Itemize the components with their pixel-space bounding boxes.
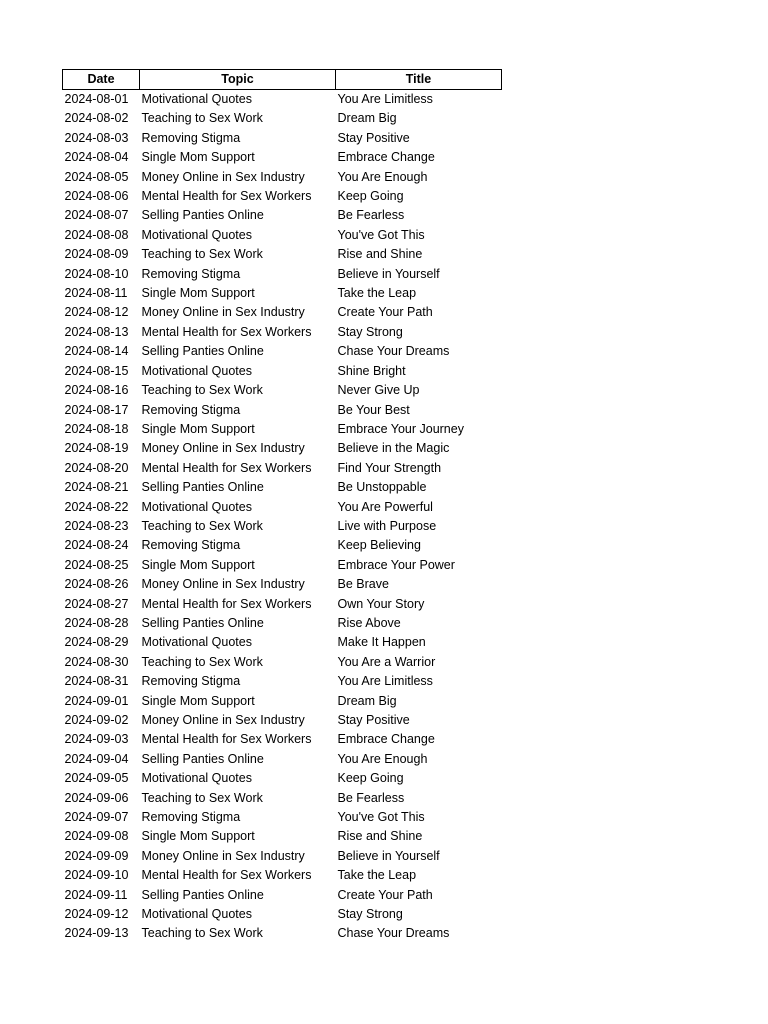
cell-title: Stay Positive	[337, 713, 410, 727]
cell-title: Never Give Up	[337, 383, 420, 398]
cell-topic: Teaching to Sex Work	[141, 790, 263, 805]
cell-date: 2024-08-13	[64, 324, 129, 339]
cell-date: 2024-08-01	[64, 92, 129, 106]
cell-date: 2024-09-10	[64, 868, 129, 883]
cell-title: Embrace Your Journey	[337, 421, 464, 436]
table-row	[63, 148, 502, 167]
table-row	[63, 730, 502, 749]
cell-title: Be Fearless	[337, 790, 405, 805]
cell-title: You Are Powerful	[337, 499, 433, 514]
table-row	[63, 808, 502, 827]
table-row	[63, 109, 502, 128]
cell-topic: Money Online in Sex Industry	[141, 441, 305, 456]
cell-topic: Selling Panties Online	[141, 615, 264, 630]
table-row	[63, 226, 502, 245]
cell-title: Live with Purpose	[337, 518, 437, 533]
cell-title: Stay Strong	[337, 324, 403, 339]
cell-title: You Are Limitless	[337, 92, 433, 106]
cell-date: 2024-08-26	[64, 577, 129, 592]
cell-topic: Removing Stigma	[141, 538, 241, 553]
cell-date: 2024-08-24	[64, 538, 129, 553]
cell-title: You Are Enough	[337, 751, 428, 766]
cell-topic: Teaching to Sex Work	[141, 518, 263, 533]
cell-topic: Selling Panties Online	[141, 751, 264, 766]
cell-date: 2024-08-22	[64, 499, 129, 514]
cell-title: Chase Your Dreams	[337, 926, 450, 941]
table-row	[63, 672, 502, 691]
cell-topic: Motivational Quotes	[141, 92, 252, 106]
cell-title: Rise and Shine	[337, 829, 423, 844]
cell-topic: Motivational Quotes	[141, 227, 252, 242]
table-row	[63, 90, 502, 110]
cell-date: 2024-08-15	[64, 363, 129, 378]
cell-title: Find Your Strength	[337, 460, 442, 475]
cell-topic: Mental Health for Sex Workers	[141, 732, 312, 747]
cell-topic: Selling Panties Online	[141, 480, 264, 495]
cell-date: 2024-09-07	[64, 810, 129, 825]
cell-topic: Motivational Quotes	[141, 499, 252, 514]
cell-topic: Single Mom Support	[141, 421, 255, 436]
cell-date: 2024-08-29	[64, 635, 129, 650]
table-row	[63, 711, 502, 730]
cell-topic: Motivational Quotes	[141, 363, 252, 378]
cell-topic: Teaching to Sex Work	[141, 111, 263, 126]
cell-date: 2024-08-10	[64, 266, 129, 281]
cell-topic: Removing Stigma	[141, 402, 241, 417]
cell-topic: Teaching to Sex Work	[141, 383, 263, 398]
cell-date: 2024-09-01	[64, 693, 129, 708]
cell-date: 2024-08-03	[64, 130, 129, 145]
cell-title: Keep Believing	[337, 538, 421, 553]
cell-title: Rise Above	[337, 615, 401, 630]
cell-title: Believe in Yourself	[337, 848, 440, 863]
cell-topic: Mental Health for Sex Workers	[141, 189, 312, 204]
cell-topic: Single Mom Support	[141, 693, 255, 708]
table-row	[63, 905, 502, 924]
cell-title: Believe in the Magic	[337, 441, 450, 456]
table-row	[63, 323, 502, 342]
cell-title: Shine Bright	[337, 363, 406, 378]
table-row	[63, 556, 502, 575]
cell-title: Be Your Best	[337, 402, 410, 417]
cell-topic: Single Mom Support	[141, 150, 255, 165]
cell-date: 2024-08-12	[64, 305, 129, 320]
header-topic: Topic	[140, 70, 336, 90]
cell-date: 2024-09-09	[64, 848, 129, 863]
header-row	[63, 70, 502, 90]
table-row	[63, 633, 502, 652]
table-row	[63, 498, 502, 517]
table-row	[63, 769, 502, 788]
cell-topic: Removing Stigma	[141, 130, 241, 145]
cell-topic: Single Mom Support	[141, 286, 255, 301]
table-row	[63, 886, 502, 905]
cell-title: Rise and Shine	[337, 247, 423, 262]
cell-topic: Removing Stigma	[141, 674, 241, 689]
cell-title: Create Your Path	[337, 305, 433, 320]
cell-date: 2024-08-18	[64, 421, 129, 436]
cell-date: 2024-08-28	[64, 615, 129, 630]
cell-title: You Are a Warrior	[337, 654, 436, 669]
table-row	[63, 206, 502, 225]
cell-topic: Money Online in Sex Industry	[141, 848, 305, 863]
cell-date: 2024-08-27	[64, 596, 129, 611]
cell-date: 2024-08-20	[64, 460, 129, 475]
cell-title: Make It Happen	[337, 635, 426, 650]
cell-topic: Selling Panties Online	[141, 208, 264, 223]
table-row	[63, 847, 502, 866]
cell-topic: Money Online in Sex Industry	[141, 713, 305, 727]
table-row	[63, 478, 502, 497]
table-row	[63, 303, 502, 322]
cell-title: You Are Limitless	[337, 674, 433, 689]
cell-topic: Mental Health for Sex Workers	[141, 868, 312, 883]
cell-topic: Money Online in Sex Industry	[141, 305, 305, 320]
table-row	[63, 750, 502, 769]
cell-topic: Selling Panties Online	[141, 887, 264, 902]
table-row	[63, 168, 502, 187]
cell-topic: Motivational Quotes	[141, 771, 252, 786]
cell-topic: Mental Health for Sex Workers	[141, 324, 312, 339]
cell-topic: Teaching to Sex Work	[141, 247, 263, 262]
cell-date: 2024-09-03	[64, 732, 129, 747]
cell-title: Embrace Change	[337, 732, 435, 747]
cell-topic: Motivational Quotes	[141, 635, 252, 650]
cell-date: 2024-08-05	[64, 169, 129, 184]
cell-title: Keep Going	[337, 189, 404, 204]
cell-title: Be Fearless	[337, 208, 405, 223]
cell-title: You've Got This	[337, 227, 425, 242]
header-title: Title	[336, 70, 502, 90]
cell-topic: Single Mom Support	[141, 829, 255, 844]
cell-date: 2024-09-02	[64, 713, 129, 727]
cell-title: Stay Strong	[337, 907, 403, 922]
header-date: Date	[63, 70, 140, 90]
cell-topic: Removing Stigma	[141, 266, 241, 281]
cell-title: Be Unstoppable	[337, 480, 427, 495]
cell-title: Dream Big	[337, 693, 397, 708]
content-schedule-table	[62, 69, 502, 944]
table-row	[63, 342, 502, 361]
cell-date: 2024-08-23	[64, 518, 129, 533]
cell-date: 2024-08-30	[64, 654, 129, 669]
table-row	[63, 381, 502, 400]
table-row	[63, 265, 502, 284]
cell-date: 2024-09-12	[64, 907, 129, 922]
table-body	[63, 90, 502, 944]
cell-title: Create Your Path	[337, 887, 433, 902]
table-row	[63, 284, 502, 303]
cell-topic: Mental Health for Sex Workers	[141, 596, 312, 611]
table-row	[63, 517, 502, 536]
cell-topic: Motivational Quotes	[141, 907, 252, 922]
table-row	[63, 536, 502, 555]
table-row	[63, 595, 502, 614]
cell-title: Embrace Your Power	[337, 557, 455, 572]
cell-topic: Removing Stigma	[141, 810, 241, 825]
cell-topic: Money Online in Sex Industry	[141, 169, 305, 184]
table-row	[63, 575, 502, 594]
cell-topic: Single Mom Support	[141, 557, 255, 572]
cell-title: Own Your Story	[337, 596, 425, 611]
table-row	[63, 692, 502, 711]
table-row	[63, 866, 502, 885]
cell-date: 2024-09-08	[64, 829, 129, 844]
table-row	[63, 789, 502, 808]
cell-date: 2024-08-21	[64, 480, 129, 495]
cell-date: 2024-08-14	[64, 344, 129, 359]
table-row	[63, 401, 502, 420]
cell-topic: Mental Health for Sex Workers	[141, 460, 312, 475]
cell-date: 2024-09-05	[64, 771, 129, 786]
table-row	[63, 459, 502, 478]
cell-title: You Are Enough	[337, 169, 428, 184]
cell-title: You've Got This	[337, 810, 425, 825]
cell-date: 2024-08-17	[64, 402, 129, 417]
cell-date: 2024-08-16	[64, 383, 129, 398]
cell-date: 2024-08-02	[64, 111, 129, 126]
table-row	[63, 614, 502, 633]
schedule-sheet	[62, 69, 502, 944]
cell-title: Keep Going	[337, 771, 404, 786]
cell-topic: Money Online in Sex Industry	[141, 577, 305, 592]
cell-date: 2024-08-09	[64, 247, 129, 262]
cell-date: 2024-09-13	[64, 926, 129, 941]
cell-date: 2024-08-11	[64, 286, 128, 301]
cell-date: 2024-08-31	[64, 674, 129, 689]
cell-date: 2024-08-19	[64, 441, 129, 456]
cell-date: 2024-08-04	[64, 150, 129, 165]
table-row	[63, 362, 502, 381]
cell-date: 2024-08-08	[64, 227, 129, 242]
cell-date: 2024-08-07	[64, 208, 129, 223]
cell-title: Embrace Change	[337, 150, 435, 165]
cell-topic: Teaching to Sex Work	[141, 926, 263, 941]
cell-date: 2024-08-25	[64, 557, 129, 572]
table-row	[63, 187, 502, 206]
cell-topic: Selling Panties Online	[141, 344, 264, 359]
cell-title: Believe in Yourself	[337, 266, 440, 281]
table-row	[63, 653, 502, 672]
cell-date: 2024-09-06	[64, 790, 129, 805]
cell-date: 2024-09-04	[64, 751, 129, 766]
cell-date: 2024-08-06	[64, 189, 129, 204]
cell-title: Chase Your Dreams	[337, 344, 450, 359]
table-row	[63, 924, 502, 943]
cell-title: Take the Leap	[337, 868, 417, 883]
table-row	[63, 129, 502, 148]
cell-topic: Teaching to Sex Work	[141, 654, 263, 669]
table-row	[63, 827, 502, 846]
cell-date: 2024-09-11	[64, 887, 128, 902]
cell-title: Be Brave	[337, 577, 389, 592]
table-row	[63, 439, 502, 458]
cell-title: Dream Big	[337, 111, 397, 126]
table-row	[63, 245, 502, 264]
table-row	[63, 420, 502, 439]
cell-title: Take the Leap	[337, 286, 417, 301]
cell-title: Stay Positive	[337, 130, 410, 145]
